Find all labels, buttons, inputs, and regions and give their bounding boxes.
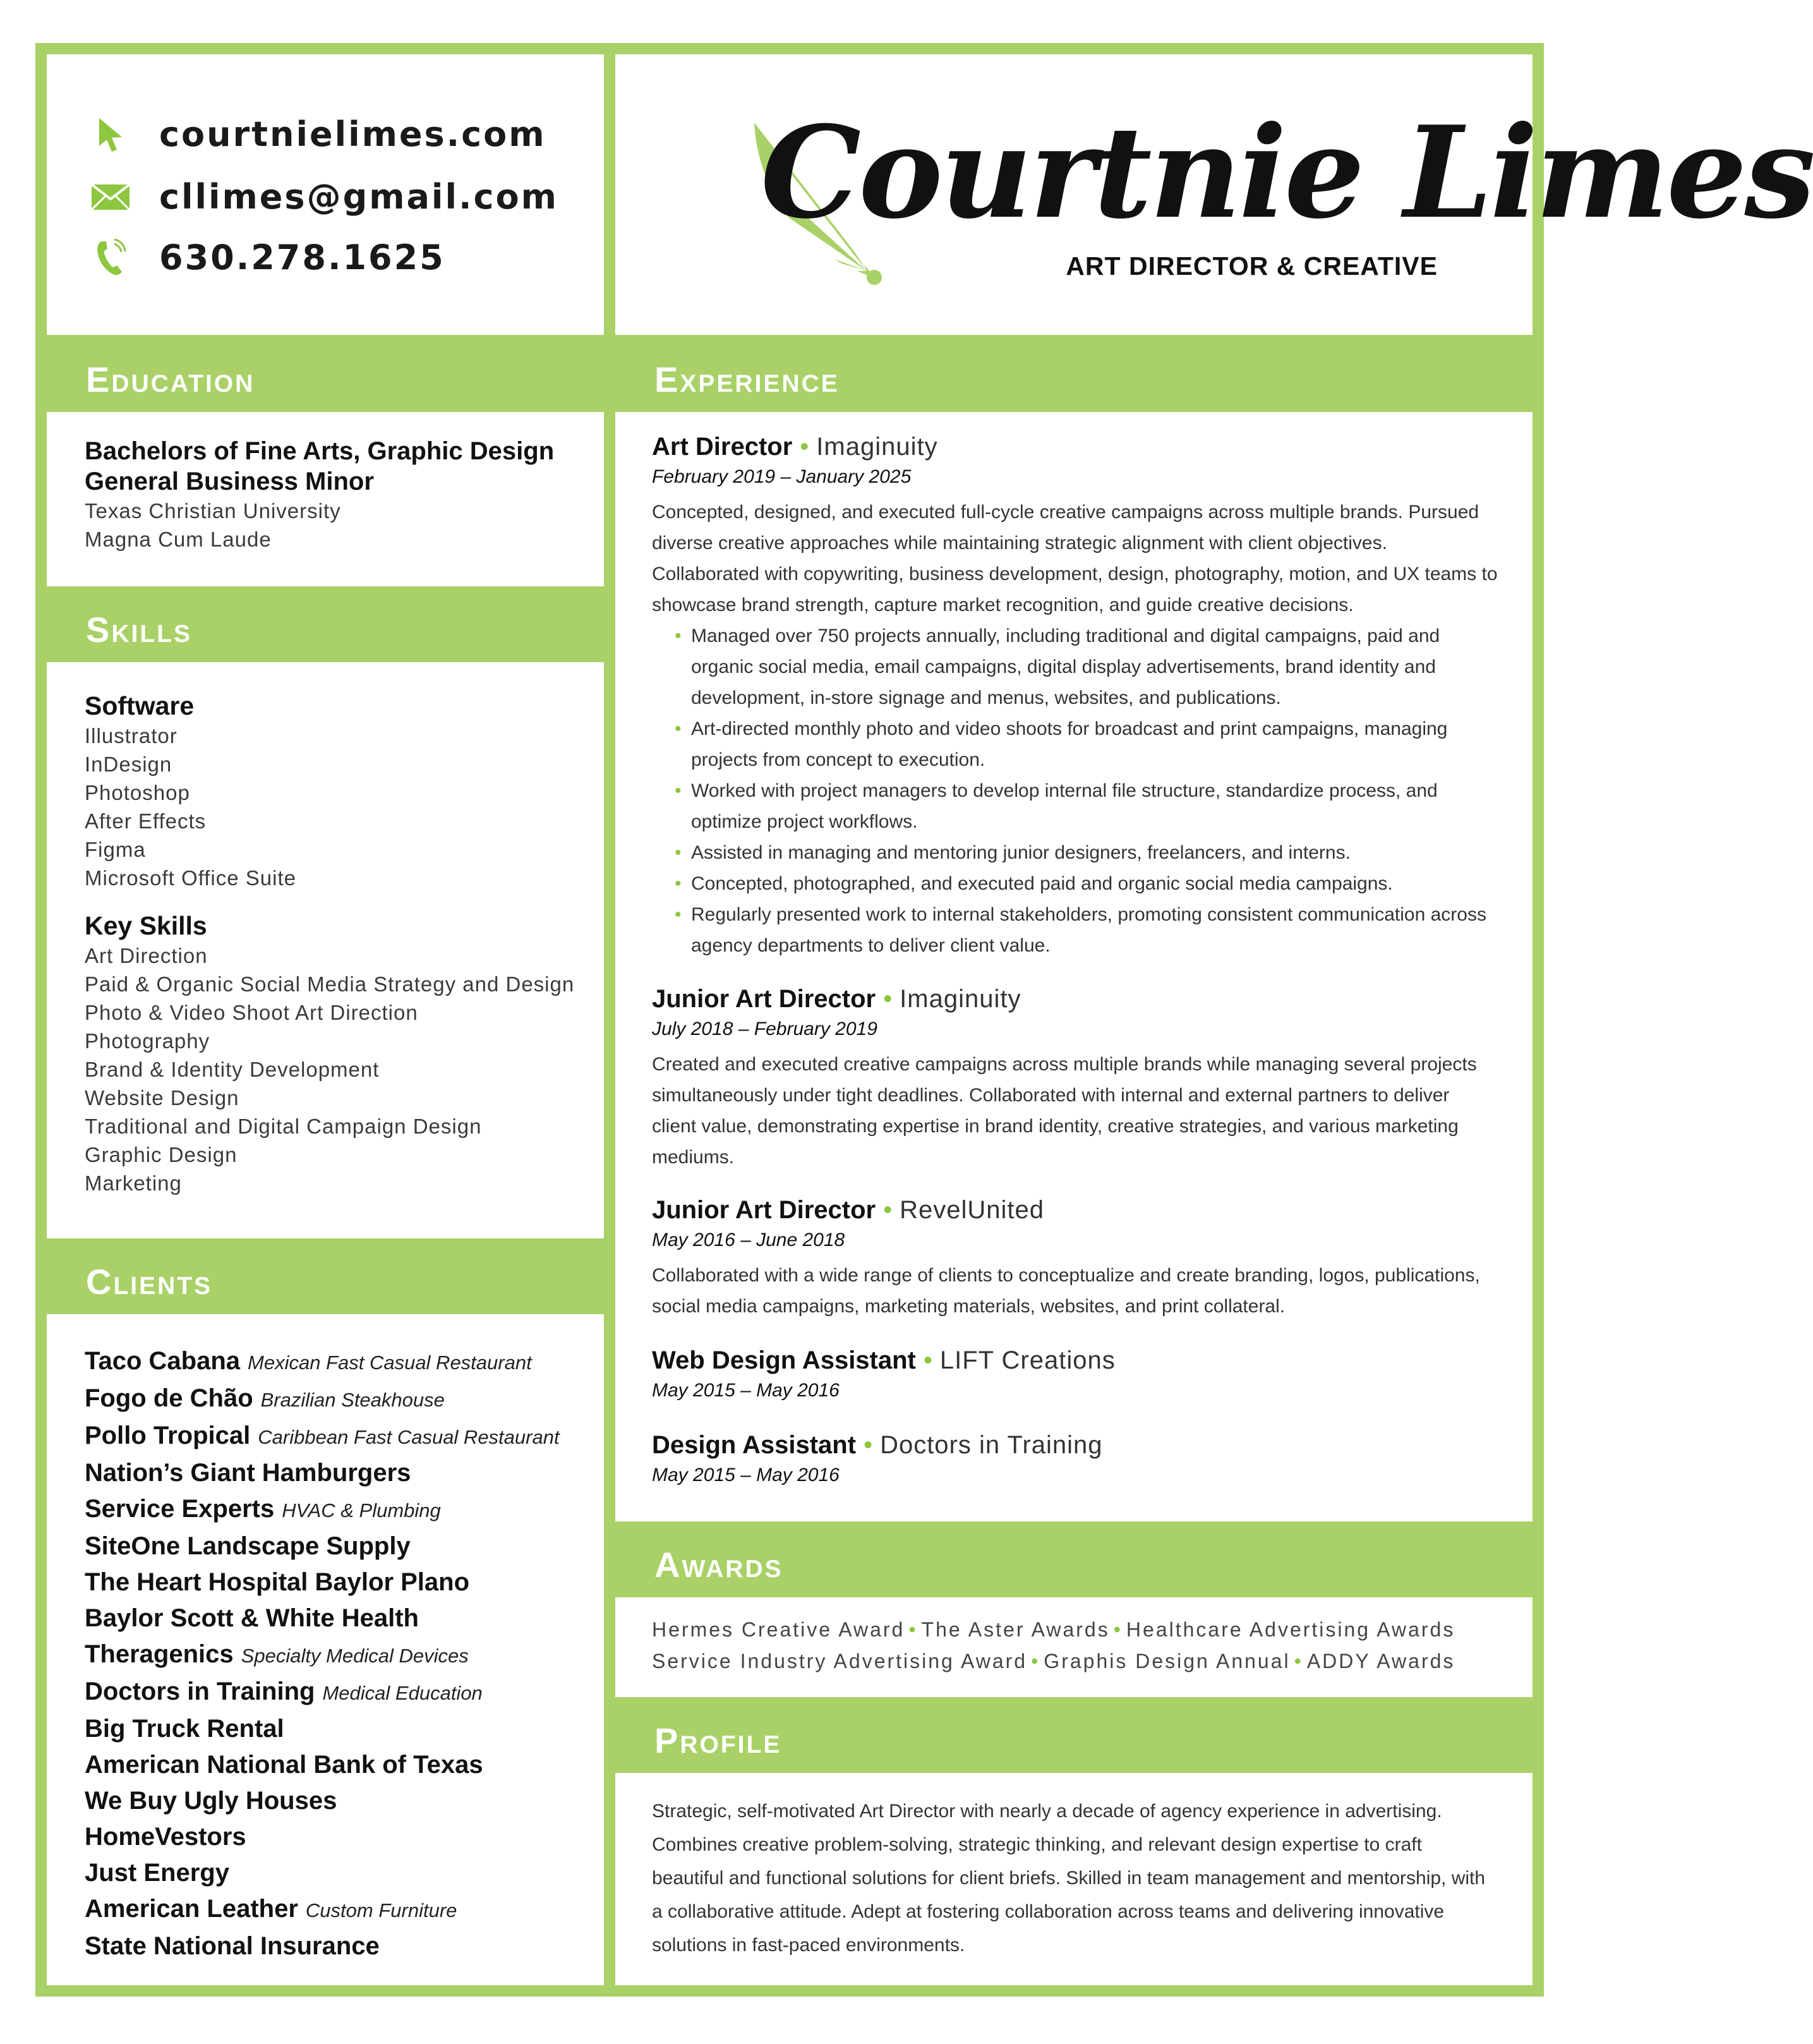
job-bullet: • Managed over 750 projects annually, including traditional and digital campaigns, paid and organic social media, email campaigns, digital display advertisements, brand identity and development, in-store signage and menus, websites, and publications. (675, 620, 1498, 713)
client-item: Nation’s Giant Hamburgers (85, 1459, 411, 1487)
job-description: Collaborated with a wide range of clients to conceptualize and create branding, logos, publications, social media campaigns, marketing materials, websites, and print collateral. (652, 1265, 1480, 1317)
client-item: We Buy Ugly Houses (85, 1787, 337, 1815)
job-title: Junior Art Director • Imaginuity (652, 985, 1021, 1013)
software-heading: Software (85, 691, 195, 720)
software-item: Illustrator (85, 724, 178, 747)
phone-icon (91, 241, 130, 274)
awards-line-2: Service Industry Advertising Award • Graphis Design Annual • ADDY Awards (652, 1650, 1455, 1672)
education-honor: Magna Cum Laude (85, 528, 272, 551)
clients-heading: Clients (86, 1261, 213, 1302)
name-header-box (615, 54, 1813, 335)
profile-band (615, 1707, 1533, 1773)
profile-heading: Profile (654, 1720, 782, 1760)
profile-box (615, 1773, 1533, 1985)
profile-text: Strategic, self-motivated Art Director with nearly a decade of agency experience in advertising. Combines creative problem-solving, strategic thinking, and relevant design expertise to craft beautiful and functional solutions for client briefs. Skilled in team management and mentorship, with a collaborative attitude. Adept at fostering collaboration across teams and delivering innovative solutions in fast-paced environments. (652, 1801, 1486, 1956)
client-item: State National Insurance (85, 1932, 380, 1960)
software-item: After Effects (85, 809, 207, 833)
job-bullet: • Regularly presented work to internal stakeholders, promoting consistent communication across agency departments to deliver client value. (675, 899, 1498, 961)
key-skill-item: Photography (85, 1029, 210, 1053)
job-bullet: • Assisted in managing and mentoring junior designers, freelancers, and interns. (675, 837, 1498, 868)
education-box (47, 412, 604, 586)
job-title: Junior Art Director • RevelUnited (652, 1196, 1045, 1224)
job-title: Design Assistant • Doctors in Training (652, 1431, 1103, 1459)
job-bullets (652, 620, 1498, 961)
education-school: Texas Christian University (85, 499, 341, 523)
client-item: Doctors in Training Medical Education (85, 1678, 483, 1705)
skills-box (47, 662, 604, 1238)
key-skill-item: Art Direction (85, 944, 208, 967)
contact-phone[interactable] (91, 238, 445, 277)
experience-heading: Experience (654, 359, 840, 399)
experience-band (615, 346, 1533, 412)
key-skill-item: Brand & Identity Development (85, 1058, 380, 1081)
client-item: American National Bank of Texas (85, 1751, 483, 1779)
education-heading: Education (86, 359, 255, 399)
key-skill-item: Paid & Organic Social Media Strategy and Design (85, 972, 575, 996)
client-item: SiteOne Landscape Supply (85, 1532, 411, 1560)
client-item: Baylor Scott & White Health (85, 1604, 419, 1632)
phone-text[interactable]: 630.278.1625 (159, 238, 445, 277)
job-dates: July 2018 – February 2019 (652, 1019, 877, 1039)
clients-box (47, 1314, 604, 1985)
client-item: American Leather Custom Furniture (85, 1895, 457, 1923)
contact-box (47, 54, 604, 335)
job-description: Created and executed creative campaigns across multiple brands while managing several projects simultaneously under tight deadlines. Collaborated with internal and external partners to deliver client value, demonstrating expertise in brand identity, creative strategies, and various marketing mediums. (652, 1054, 1477, 1168)
client-item: Taco Cabana Mexican Fast Casual Restaurant (85, 1347, 532, 1375)
job-dates: May 2015 – May 2016 (652, 1380, 840, 1401)
job-dates: February 2019 – January 2025 (652, 466, 912, 487)
email-text[interactable]: cllimes@gmail.com (159, 177, 558, 217)
client-item: Big Truck Rental (85, 1715, 284, 1743)
envelope-icon (91, 181, 130, 214)
software-item: Photoshop (85, 781, 190, 804)
awards-heading: Awards (654, 1544, 783, 1585)
key-skills-heading: Key Skills (85, 911, 207, 940)
awards-box (615, 1597, 1533, 1697)
client-item: HomeVestors (85, 1823, 246, 1851)
job-entry (652, 983, 1498, 1173)
education-degree-2: General Business Minor (85, 468, 374, 495)
awards-band (615, 1532, 1533, 1597)
job-bullet: • Worked with project managers to develop internal file structure, standardize process, and optimize project workflows. (675, 775, 1498, 837)
key-skill-item: Marketing (85, 1171, 182, 1195)
resume-name: Courtnie Limes (761, 99, 1813, 247)
key-skill-item: Traditional and Digital Campaign Design (85, 1115, 482, 1138)
contact-website[interactable] (91, 114, 546, 154)
website-text[interactable]: courtnielimes.com (159, 114, 546, 154)
job-dates: May 2015 – May 2016 (652, 1465, 840, 1485)
job-dates: May 2016 – June 2018 (652, 1230, 845, 1250)
software-item: Microsoft Office Suite (85, 866, 297, 890)
job-entry (652, 1194, 1498, 1322)
job-bullet: • Concepted, photographed, and executed paid and organic social media campaigns. (675, 868, 1498, 899)
job-entry (652, 431, 1498, 961)
key-skill-item: Graphic Design (85, 1143, 238, 1166)
education-degree-1: Bachelors of Fine Arts, Graphic Design (85, 437, 555, 465)
awards-line-1: Hermes Creative Award • The Aster Awards • Healthcare Advertising Awards (652, 1618, 1455, 1641)
client-item: Just Energy (85, 1859, 229, 1887)
client-item: Pollo Tropical Caribbean Fast Casual Restaurant (85, 1422, 560, 1449)
skills-heading: Skills (86, 609, 193, 650)
software-item: InDesign (85, 753, 172, 776)
client-item: Fogo de Chão Brazilian Steakhouse (85, 1384, 445, 1412)
job-title: Web Design Assistant • LIFT Creations (652, 1346, 1116, 1374)
job-bullet: • Art-directed monthly photo and video shoots for broadcast and print campaigns, managing projects from concept to execution. (675, 713, 1498, 775)
key-skill-item: Photo & Video Shoot Art Direction (85, 1001, 418, 1024)
software-item: Figma (85, 838, 146, 861)
job-entry (652, 1429, 1498, 1490)
job-description: Concepted, designed, and executed full-cycle creative campaigns across multiple brands. Pursued diverse creative approaches while maintaining strategic alignment with client objectives. Collaborated with copywriting, business development, design, photography, motion, and UX teams to showcase brand strength, capture market recognition, and guide creative decisions. (652, 502, 1498, 615)
job-title: Art Director • Imaginuity (652, 433, 938, 461)
key-skill-item: Website Design (85, 1086, 239, 1110)
job-entry (652, 1345, 1498, 1405)
education-band (47, 346, 604, 412)
client-item: Service Experts HVAC & Plumbing (85, 1495, 441, 1523)
cursor-icon (91, 118, 130, 151)
clients-band (47, 1249, 604, 1314)
client-item: The Heart Hospital Baylor Plano (85, 1568, 470, 1596)
contact-email[interactable] (91, 177, 558, 217)
client-item: Theragenics Specialty Medical Devices (85, 1640, 469, 1668)
skills-band (47, 596, 604, 662)
resume-title: ART DIRECTOR & CREATIVE (1066, 251, 1438, 281)
